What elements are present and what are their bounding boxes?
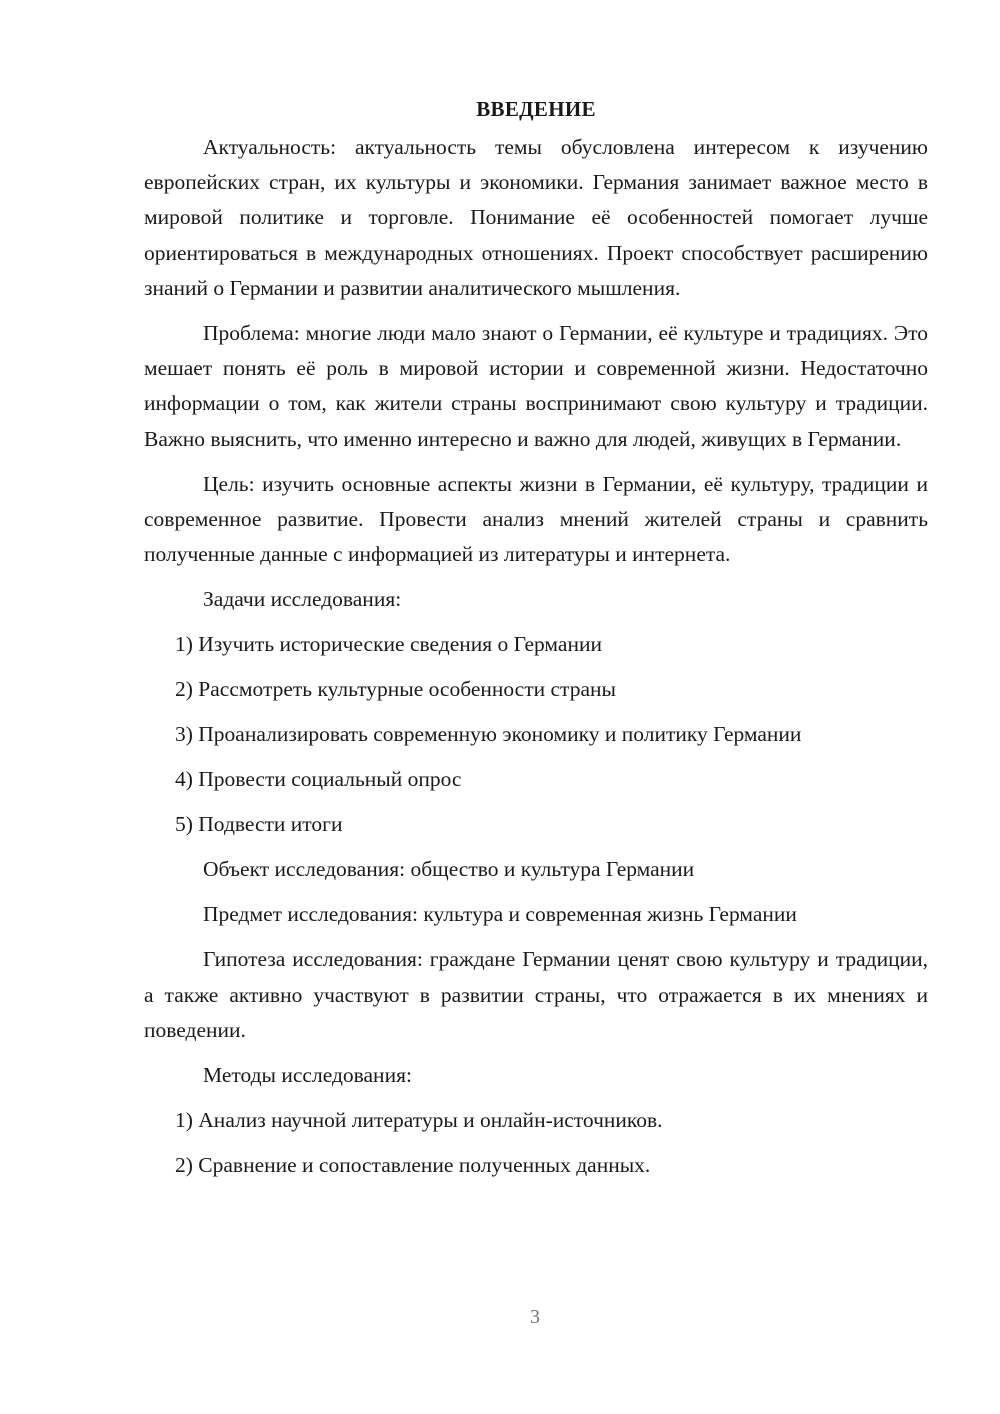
task-item-2: 2) Рассмотреть культурные особенности страны [175,677,616,702]
page-number: 3 [530,1306,540,1328]
task-item-4: 4) Провести социальный опрос [175,767,462,792]
document-page [144,92,928,1193]
research-object: Объект исследования: общество и культура Германии [203,857,695,882]
methods-heading: Методы исследования: [203,1063,412,1088]
task-item-5: 5) Подвести итоги [175,812,343,837]
task-item-3: 3) Проанализировать современную экономику и политику Германии [175,722,802,747]
method-item-1: 1) Анализ научной литературы и онлайн-источников. [175,1108,663,1133]
paragraph-problem: Проблема: многие люди мало знают о Германии, её культуре и традициях. Это мешает понять её роль в мировой истории и современной жизни. Недостаточно информации о том, как жители страны воспринимают свою культуру и традиции. Важно выяснить, что именно интересно и важно для людей, живущих в Германии. [144,321,928,451]
paragraph-goal: Цель: изучить основные аспекты жизни в Германии, её культуру, традиции и современное развитие. Провести анализ мнений жителей страны и сравнить полученные данные с информацией из литературы и интернета. [144,471,928,567]
page-title: ВВЕДЕНИЕ [476,97,596,121]
paragraph-actuality: Актуальность: актуальность темы обусловлена интересом к изучению европейских стран, их культуры и экономики. Германия занимает важное место в мировой политике и торговле. Понимание её особенностей помогает лучше ориентироваться в международных отношениях. Проект способствует расширению знаний о Германии и развитии аналитического мышления. [144,135,928,300]
task-item-1: 1) Изучить исторические сведения о Германии [175,632,602,657]
paragraph-hypothesis: Гипотеза исследования: граждане Германии ценят свою культуру и традиции, а также активно участвуют в развитии страны, что отражается в их мнениях и поведении. [144,947,928,1042]
research-subject: Предмет исследования: культура и современная жизнь Германии [203,902,797,927]
method-item-2: 2) Сравнение и сопоставление полученных данных. [175,1153,651,1178]
tasks-heading: Задачи исследования: [203,587,402,612]
